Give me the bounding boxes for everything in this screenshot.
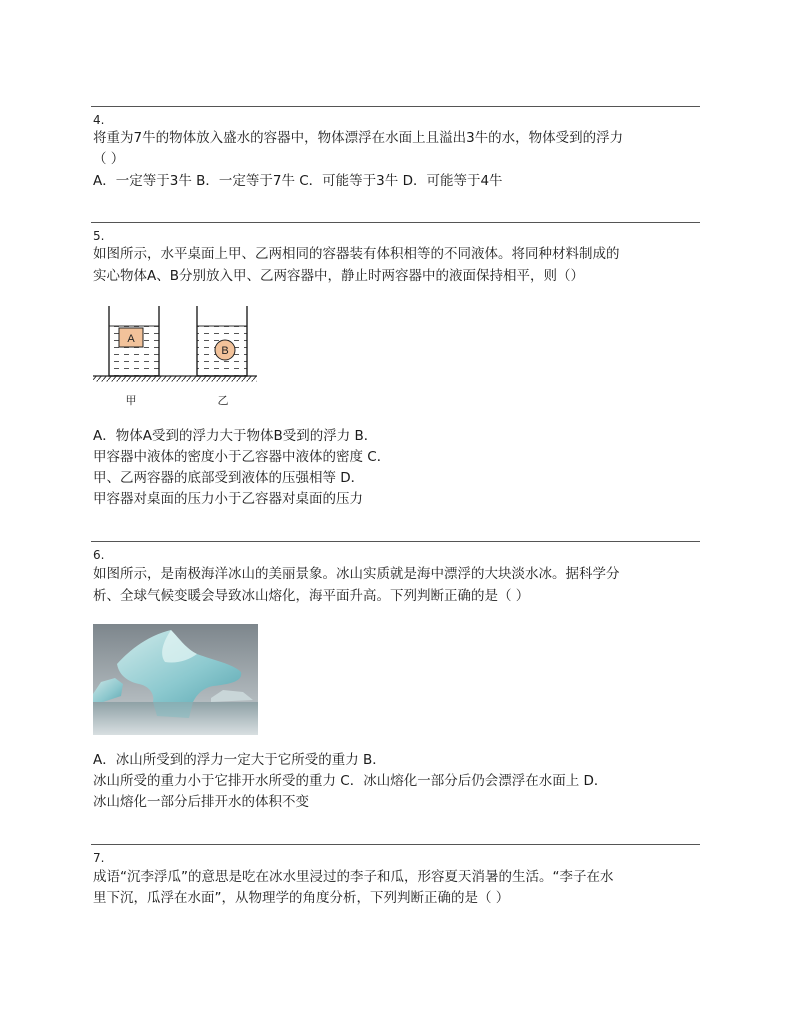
label-a: A <box>127 333 135 345</box>
question-number-6: 6. <box>93 548 105 562</box>
containers-figure <box>93 302 263 412</box>
q6-options-line2: 冰山所受的重力小于它排开水所受的重力 C．冰山熔化一部分后仍会漂浮在水面上 D． <box>93 773 608 789</box>
divider-q6 <box>91 541 700 542</box>
divider-q4 <box>91 106 700 107</box>
q5-options-line2: 甲容器中液体的密度小于乙容器中液体的密度 C． <box>93 449 391 465</box>
q6-stem-line1: 如图所示，是南极海洋冰山的美丽景象。冰山实质就是海中漂浮的大块淡水冰。据科学分 <box>93 566 620 582</box>
divider-q5 <box>91 222 700 223</box>
q5-options-line1: A．物体A受到的浮力大于物体B受到的浮力 B． <box>93 428 378 444</box>
divider-q7 <box>91 844 700 845</box>
table-hatch <box>93 377 257 382</box>
q6-stem-line2: 析、全球气候变暖会导致冰山熔化，海平面升高。下列判断正确的是（ ） <box>93 588 530 604</box>
q4-paren: （ ） <box>93 151 125 167</box>
label-b: B <box>221 345 229 357</box>
q5-stem-line2: 实心物体A、B分别放入甲、乙两容器中，静止时两容器中的液面保持相平，则（） <box>93 268 584 284</box>
q6-options-line3: 冰山熔化一部分后排开水的体积不变 <box>93 794 309 810</box>
q7-stem-line1: 成语“沉李浮瓜”的意思是吃在冰水里浸过的李子和瓜，形容夏天消暑的生活。“李子在水 <box>93 869 614 885</box>
q6-options-line1: A．冰山所受到的浮力一定大于它所受的重力 B． <box>93 752 386 768</box>
label-yi: 乙 <box>217 394 229 407</box>
iceberg-photo <box>93 624 258 735</box>
q7-stem-line2: 里下沉，瓜浮在水面”，从物理学的角度分析，下列判断正确的是（ ） <box>93 890 510 906</box>
question-number-7: 7. <box>93 851 105 865</box>
container-yi <box>197 306 247 376</box>
container-jia <box>109 306 159 376</box>
question-number-5: 5. <box>93 229 105 243</box>
question-number-4: 4. <box>93 113 105 127</box>
q4-stem: 将重为7牛的物体放入盛水的容器中，物体漂浮在水面上且溢出3牛的水，物体受到的浮力 <box>93 130 624 146</box>
label-jia: 甲 <box>125 394 137 407</box>
q5-stem-line1: 如图所示，水平桌面上甲、乙两相同的容器装有体积相等的不同液体。将同种材料制成的 <box>93 246 620 262</box>
q4-options: A．一定等于3牛 B．一定等于7牛 C．可能等于3牛 D．可能等于4牛 <box>93 173 503 189</box>
q5-options-line3: 甲、乙两容器的底部受到液体的压强相等 D． <box>93 470 365 486</box>
q5-options-line4: 甲容器对桌面的压力小于乙容器对桌面的压力 <box>93 491 363 507</box>
